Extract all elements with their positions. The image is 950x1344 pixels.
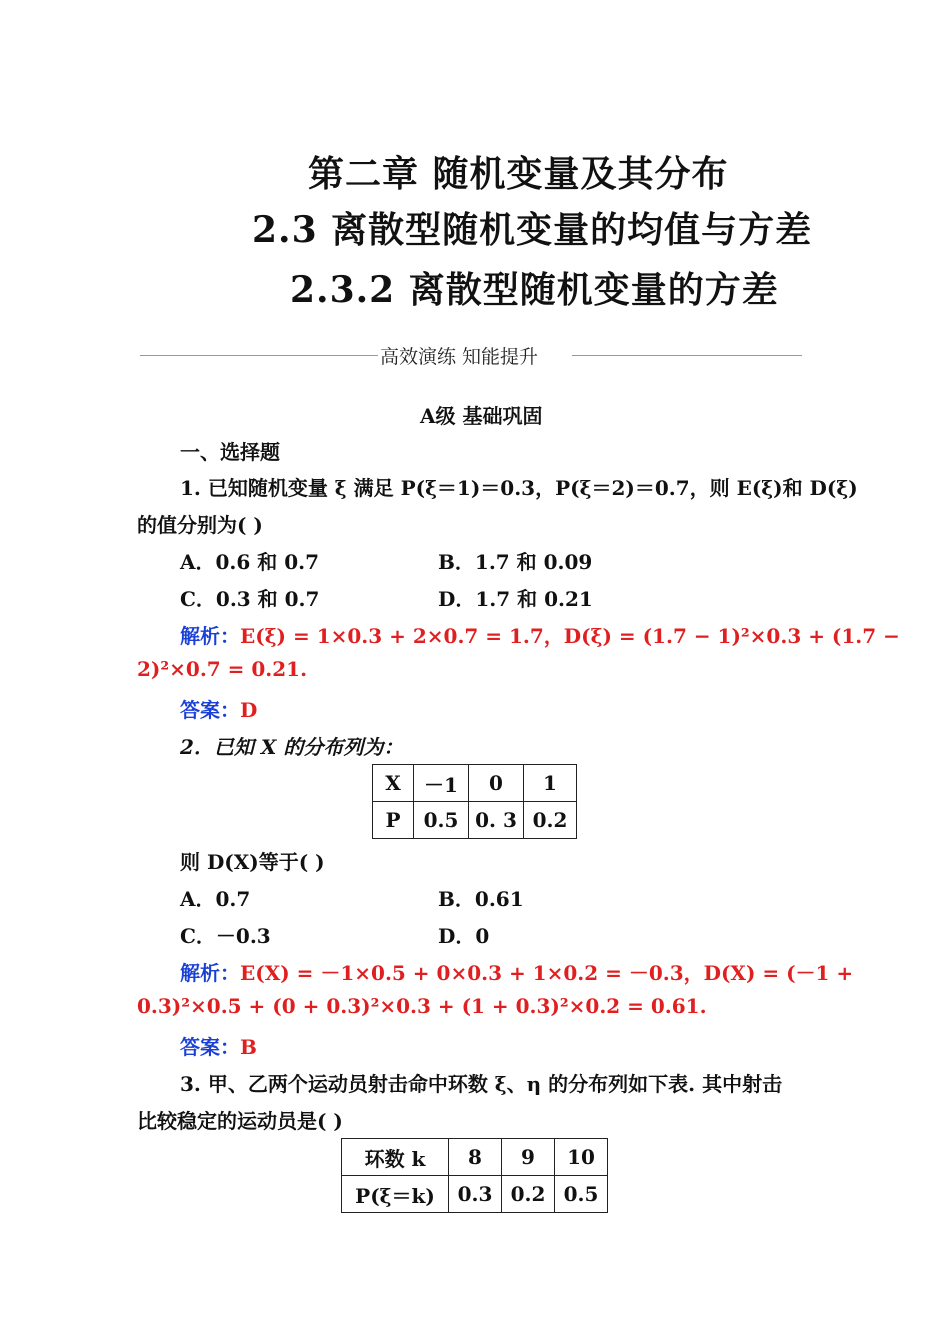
table-cell: 0. 3 xyxy=(469,802,524,839)
level-heading: A级 基础巩固 xyxy=(420,404,543,428)
subsection-title: 2.3.2 离散型随机变量的方差 xyxy=(290,269,779,311)
table-cell: P(ξ＝k) xyxy=(342,1176,449,1213)
q1-option-c: C．0.3 和 0.7 xyxy=(180,587,320,611)
table-row xyxy=(342,1139,608,1176)
q1-option-a: A．0.6 和 0.7 xyxy=(180,550,320,574)
table-row xyxy=(342,1176,608,1213)
q2-question: 则 D(X)等于( ) xyxy=(180,850,325,874)
q2-analysis-label: 解析： xyxy=(180,961,240,985)
table-cell: 1 xyxy=(524,765,577,802)
table-row xyxy=(373,802,577,839)
banner-rule-right xyxy=(572,355,802,356)
q2-stem: 2．已知 X 的分布列为： xyxy=(180,735,404,759)
banner-text: 高效演练 知能提升 xyxy=(380,346,539,368)
q1-answer-label: 答案： xyxy=(180,698,240,722)
q2-distribution-table xyxy=(372,764,577,839)
table-row xyxy=(373,765,577,802)
q3-stem-line2: 比较稳定的运动员是( ) xyxy=(137,1109,343,1133)
q2-answer-label: 答案： xyxy=(180,1035,240,1059)
q2-answer-value: B xyxy=(240,1035,257,1059)
table-cell: X xyxy=(373,765,414,802)
table-cell: －1 xyxy=(414,765,469,802)
q1-analysis-label: 解析： xyxy=(180,624,240,648)
q1-answer-value: D xyxy=(240,698,258,722)
q2-analysis-text1: E(X) = －1×0.5 + 0×0.3 + 1×0.2 = －0.3，D(X) = (－1 + xyxy=(240,961,854,985)
q1-analysis-line1 xyxy=(180,620,900,649)
q2-answer xyxy=(180,1031,257,1060)
table-cell: 8 xyxy=(449,1139,502,1176)
table-cell: 9 xyxy=(502,1139,555,1176)
q1-option-d: D．1.7 和 0.21 xyxy=(438,587,593,611)
table-cell: P xyxy=(373,802,414,839)
table-cell: 0.2 xyxy=(502,1176,555,1213)
q1-analysis-line2: 2)²×0.7 = 0.21. xyxy=(137,657,308,681)
q1-answer xyxy=(180,694,257,723)
q1-option-b: B．1.7 和 0.09 xyxy=(438,550,593,574)
q2-option-a: A．0.7 xyxy=(180,887,251,911)
table-cell: 0.5 xyxy=(555,1176,608,1213)
table-cell: 10 xyxy=(555,1139,608,1176)
table-cell: 0.5 xyxy=(414,802,469,839)
q2-analysis-line2: 0.3)²×0.5 + (0 + 0.3)²×0.3 + (1 + 0.3)²×0.2 = 0.61. xyxy=(137,994,707,1018)
table-cell: 环数 k xyxy=(342,1139,449,1176)
q2-option-b: B．0.61 xyxy=(438,887,524,911)
part-heading: 一、选择题 xyxy=(180,440,280,464)
q1-stem-line1: 1. 已知随机变量 ξ 满足 P(ξ＝1)＝0.3，P(ξ＝2)＝0.7，则 E(ξ)和 D(ξ) xyxy=(180,476,858,500)
banner-rule-left xyxy=(140,355,378,356)
table-cell: 0 xyxy=(469,765,524,802)
q1-analysis-text1: E(ξ) = 1×0.3 + 2×0.7 = 1.7，D(ξ) = (1.7 − 1)²×0.3 + (1.7 − xyxy=(240,624,900,648)
q1-stem-line2: 的值分别为( ) xyxy=(137,513,263,537)
q3-stem-line1: 3. 甲、乙两个运动员射击命中环数 ξ、η 的分布列如下表. 其中射击 xyxy=(180,1072,783,1096)
q2-option-c: C．－0.3 xyxy=(180,924,271,948)
table-cell: 0.3 xyxy=(449,1176,502,1213)
section-title: 2.3 离散型随机变量的均值与方差 xyxy=(252,209,813,251)
table-cell: 0.2 xyxy=(524,802,577,839)
chapter-title: 第二章 随机变量及其分布 xyxy=(308,153,729,195)
q2-analysis-line1 xyxy=(180,957,853,986)
q2-option-d: D．0 xyxy=(438,924,490,948)
q3-distribution-table xyxy=(341,1138,608,1213)
